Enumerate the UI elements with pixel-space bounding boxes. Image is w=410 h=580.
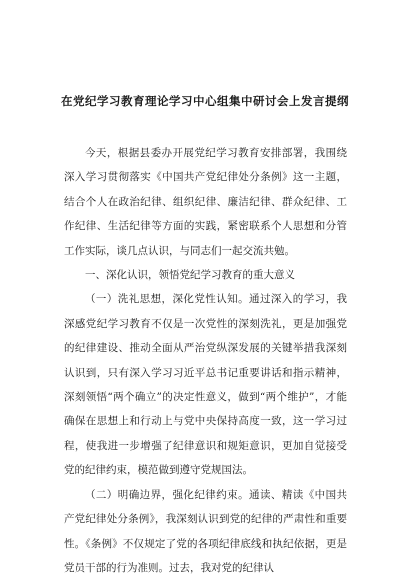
- paragraph-section-1-1: （一）洗礼思想，深化党性认知。通过深入的学习，我深感党纪学习教育不仅是一次党性的深刻洗礼，更是加强党的纪律建设、推动全面从严治党纵深发展的关键举措我深刻认识到，只有深入学习习近平总书记重要讲话和指示精神，深刻领悟“两个确立”的决定性意义，做到“两个维护”，才能确保在思想上和行动上与党中央保持高度一致，这一学习过程，使我进一步增强了纪律意识和规矩意识，更加自觉接受党的纪律约束，模范做到遵守党规国法。: [64, 293, 347, 477]
- document-title: 在党纪学习教育理论学习中心组集中研讨会上发言提纲: [61, 94, 349, 108]
- document-body: [64, 141, 347, 580]
- paragraph-section-1-2: （二）明确边界，强化纪律约束。通读、精读《中国共产党纪律处分条例》，我深刻认识到党的纪律的严肃性和重要性。《条例》不仅规定了党的各项纪律底线和执纪依据，更是党员干部的行为准则。过去，我对党的纪律认: [64, 488, 347, 574]
- paragraph-intro: 今天，根据县委办开展党纪学习教育安排部署，我围绕深入学习贯彻落实《中国共产党纪律处分条例》这一主题，结合个人在政治纪律、组织纪律、廉洁纪律、群众纪律、工作纪律、生活纪律等方面的实践，紧密联系个人思想和分管工作实际，谈几点认识，与同志们一起交流共勉。: [64, 147, 347, 257]
- section-heading-1: 一、深化认识，领悟党纪学习教育的重大意义: [85, 269, 295, 282]
